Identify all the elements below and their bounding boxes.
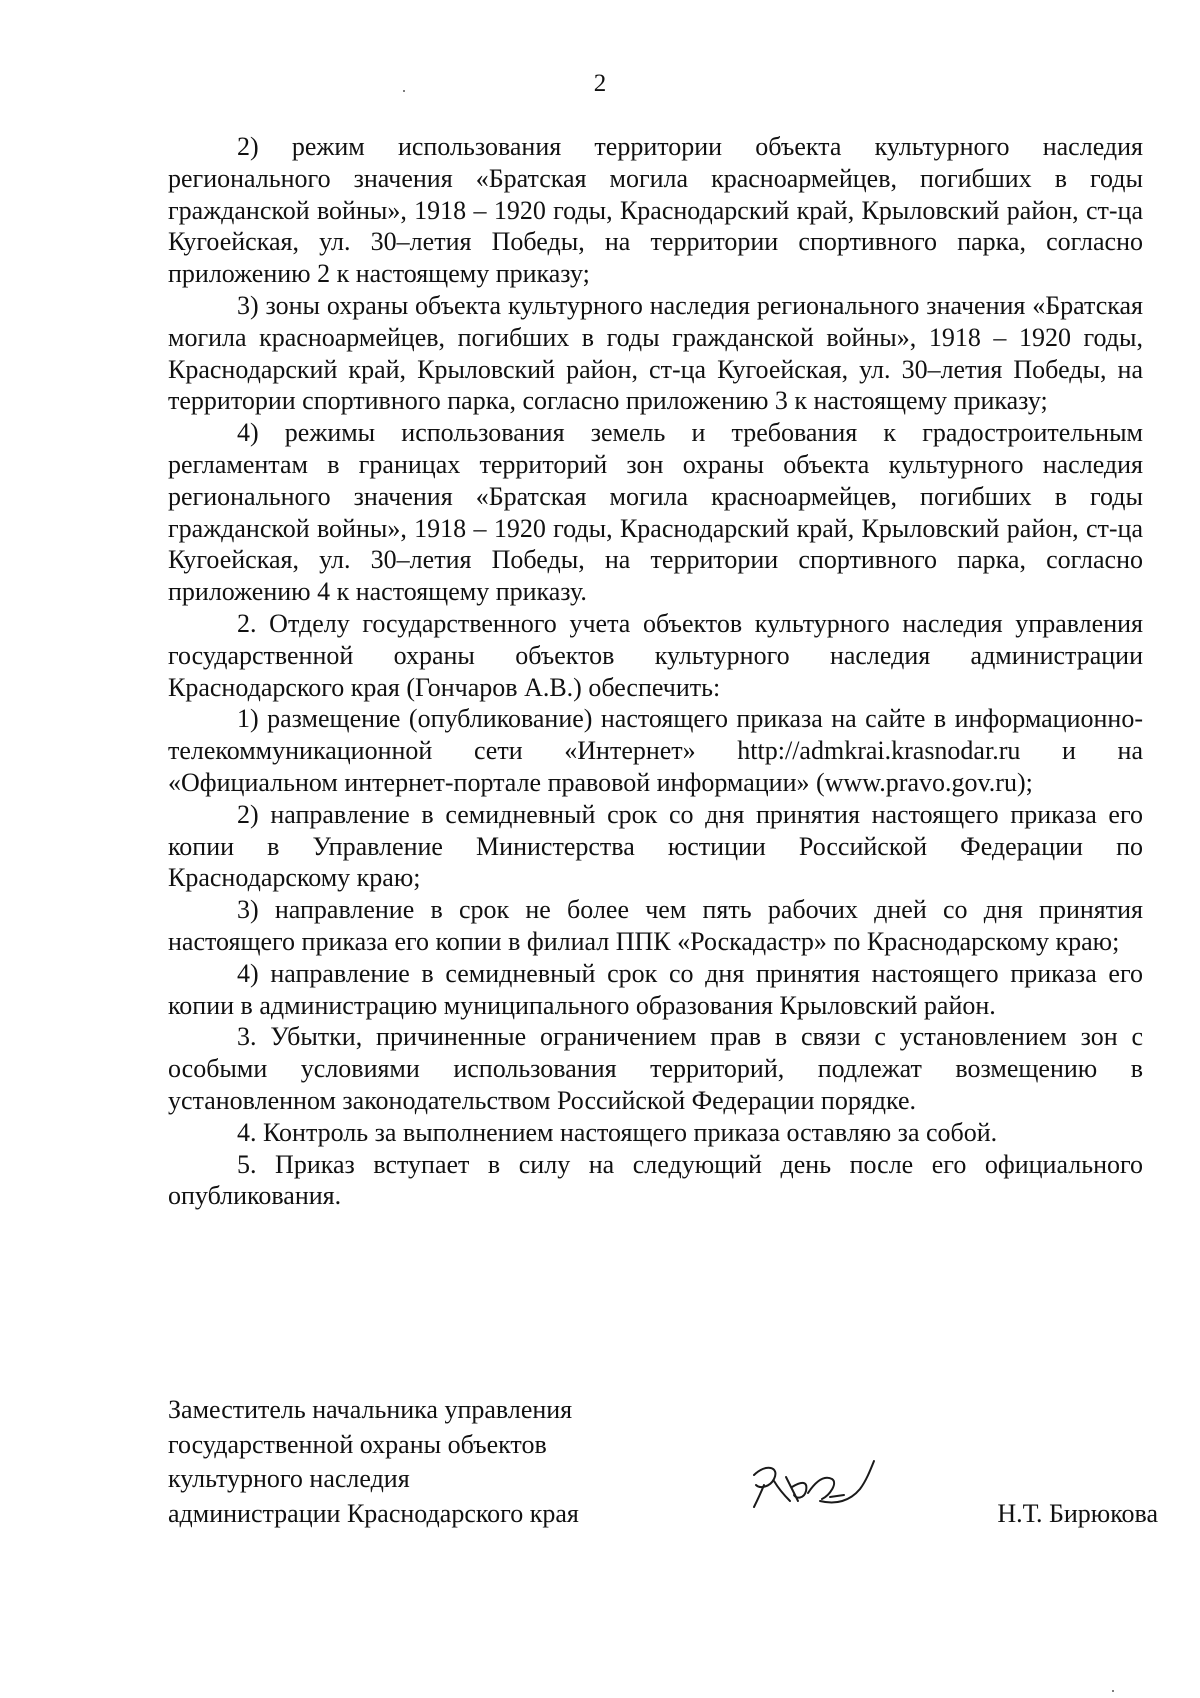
signer-title-line: культурного наследия — [168, 1464, 410, 1493]
handwritten-signature — [746, 1451, 886, 1521]
scan-speck — [1112, 1690, 1114, 1692]
signer-title-line: государственной охраны объектов — [168, 1429, 547, 1459]
paragraph-4: 4. Контроль за выполнением настоящего приказа оставляю за собой. — [237, 1117, 998, 1147]
paragraph-2-1-3: 3) зоны охраны объекта культурного наследия регионального значения «Братская могила красноармейцев, погибших в годы гражданской войны», 1918 – 1920 годы, Краснодарский край, Крыловский район, ст-ца Кугоейская, ул. 30–летия Победы, на территории спортивного парка, согласно приложению 3 к настоящему приказу; — [168, 290, 1143, 416]
signature-block — [168, 1393, 1158, 1553]
document-body — [168, 131, 1143, 1212]
paragraph-2-1-4: 4) режимы использования земель и требования к градостроительным регламентам в границах территорий зон охраны объекта культурного наследия регионального значения «Братская могила красноармейцев, погибших в годы гражданской войны», 1918 – 1920 годы, Краснодарский край, Крыловский район, ст-ца Кугоейская, ул. 30–летия Победы, на территории спортивного парка, согласно приложению 4 к настоящему приказу. — [168, 418, 1143, 607]
paragraph-2-3: 3) направление в срок не более чем пять рабочих дней со дня принятия настоящего приказа его копии в филиал ППК «Роскадастр» по Краснодарскому краю; — [168, 895, 1143, 956]
paragraph-5: 5. Приказ вступает в силу на следующий день после его официального опубликования. — [168, 1149, 1143, 1211]
paragraph-2-2: 2) направление в семидневный срок со дня принятия настоящего приказа его копии в Управление Министерства юстиции Российской Федерации по Краснодарскому краю; — [168, 799, 1143, 893]
paragraph-2-4: 4) направление в семидневный срок со дня принятия настоящего приказа его копии в администрацию муниципального образования Крыловский район. — [168, 958, 1143, 1020]
paragraph-2-1: 1) размещение (опубликование) настоящего приказа на сайте в информационно-телекоммуникационной сети «Интернет» http://admkrai.krasnodar.ru и на «Официальном интернет-портале правовой информации» (www.pravo.gov.ru); — [168, 704, 1143, 797]
paragraph-2: 2. Отделу государственного учета объектов культурного наследия управления государственной охраны объектов культурного наследия администрации Краснодарского края (Гончаров А.В.) обеспечить: — [168, 608, 1143, 702]
page-number: 2 — [593, 70, 607, 97]
scan-speck — [403, 90, 405, 92]
paragraph-2-1-2: 2) режим использования территории объекта культурного наследия регионального значения «Братская могила красноармейцев, погибших в годы гражданской войны», 1918 – 1920 годы, Краснодарский край, Крыловский район, ст-ца Кугоейская, ул. 30–летия Победы, на территории спортивного парка, согласно приложению 2 к настоящему приказу; — [168, 132, 1143, 289]
signer-title-line: Заместитель начальника управления — [168, 1395, 573, 1424]
signer-name: Н.Т. Бирюкова — [997, 1499, 1158, 1528]
paragraph-3: 3. Убытки, причиненные ограничением прав в связи с установлением зон с особыми условиями использования территорий, подлежат возмещению в установленном законодательством Российской Федерации порядке. — [168, 1022, 1143, 1115]
signer-title-line: администрации Краснодарского края — [168, 1498, 579, 1528]
